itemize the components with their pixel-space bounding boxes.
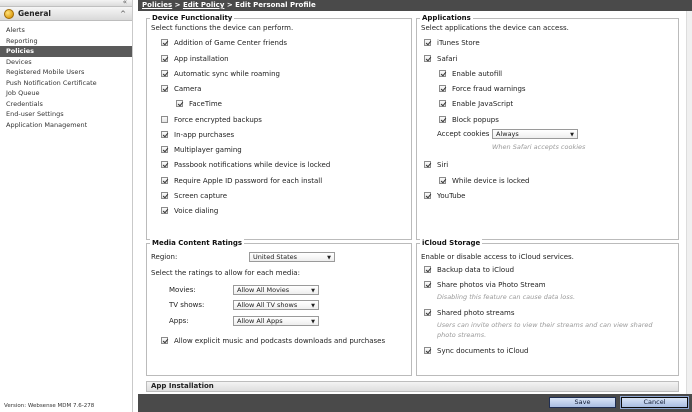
checkbox-label: Sync documents to iCloud — [437, 346, 529, 355]
checkbox-label: Shared photo streams — [437, 308, 515, 317]
device-functionality-title: Device Functionality — [152, 14, 233, 22]
checkbox-row-multiplayer-gaming[interactable] — [161, 145, 242, 154]
ratings-instructions: Select the ratings to allow for each media: — [151, 269, 300, 277]
checkbox-label: In-app purchases — [174, 130, 235, 139]
checkbox[interactable] — [424, 192, 431, 199]
checkbox-row-force-encrypted-backups[interactable] — [161, 115, 262, 124]
checkbox[interactable] — [424, 161, 431, 168]
checkbox-label: iTunes Store — [437, 38, 480, 47]
sidebar-item-job-queue[interactable]: Job Queue — [6, 89, 40, 97]
apps-rating-select[interactable] — [233, 316, 319, 326]
cancel-button[interactable]: Cancel — [621, 397, 688, 408]
checkbox[interactable] — [161, 131, 168, 138]
checkbox-row-screen-capture[interactable] — [161, 191, 227, 200]
sidebar-item-reporting[interactable]: Reporting — [6, 36, 38, 45]
breadcrumb-separator: > — [224, 1, 236, 9]
chevron-down-icon: ▼ — [327, 255, 331, 261]
photo-stream-hint: Disabling this feature can cause data loss. — [437, 293, 576, 301]
media-ratings-panel — [146, 239, 412, 376]
breadcrumb-edit-policy-link[interactable]: Edit Policy — [182, 1, 225, 9]
checkbox[interactable] — [439, 70, 446, 77]
sidebar-section-title: General — [18, 9, 51, 18]
checkbox-label: App installation — [174, 54, 229, 63]
checkbox-row-siri[interactable] — [424, 160, 448, 169]
checkbox-label: Passbook notifications while device is locked — [174, 160, 331, 169]
breadcrumb — [138, 0, 692, 11]
sidebar-item-credentials[interactable]: Credentials — [6, 99, 43, 108]
checkbox-row-enable-autofill[interactable] — [439, 69, 502, 78]
checkbox-label: Safari — [437, 54, 458, 63]
tv-shows-label: TV shows: — [169, 301, 205, 309]
checkbox-label: Multiplayer gaming — [174, 145, 242, 154]
checkbox[interactable] — [161, 177, 168, 184]
checkbox[interactable] — [424, 309, 431, 316]
save-button[interactable]: Save — [549, 397, 616, 408]
chevron-down-icon: ▼ — [311, 288, 315, 294]
sidebar-item-policies[interactable]: Policies — [0, 46, 132, 57]
app-installation-section-header[interactable]: App Installation — [146, 381, 679, 392]
checkbox[interactable] — [161, 39, 168, 46]
checkbox-label: Camera — [174, 84, 202, 93]
checkbox-label: Enable JavaScript — [452, 99, 514, 108]
sidebar-item-push-notification-certificate[interactable]: Push Notification Certificate — [6, 78, 97, 87]
checkbox-row-safari[interactable] — [424, 54, 457, 63]
checkbox[interactable] — [439, 177, 446, 184]
checkbox-row-explicit-content[interactable] — [161, 336, 385, 345]
checkbox[interactable] — [424, 55, 431, 62]
chevron-down-icon: ▼ — [311, 303, 315, 309]
checkbox[interactable] — [439, 116, 446, 123]
checkbox-row-facetime[interactable] — [176, 99, 222, 108]
checkbox-row-camera[interactable] — [161, 84, 201, 93]
checkbox-label: YouTube — [437, 191, 466, 200]
sidebar-item-registered-mobile-users[interactable]: Registered Mobile Users — [6, 68, 85, 76]
checkbox[interactable] — [161, 207, 168, 214]
chevron-up-icon[interactable]: ^ — [120, 10, 126, 18]
chevron-down-icon: ▼ — [570, 132, 574, 138]
applications-description: Select applications the device can access. — [421, 24, 569, 32]
select-value: Always — [496, 130, 519, 138]
checkbox[interactable] — [176, 100, 183, 107]
sidebar-item-end-user-settings[interactable]: End-user Settings — [6, 110, 64, 118]
checkbox[interactable] — [424, 281, 431, 288]
checkbox[interactable] — [424, 347, 431, 354]
checkbox-row-backup-icloud[interactable] — [424, 265, 514, 274]
checkbox-row-require-apple-id[interactable] — [161, 176, 322, 185]
accept-cookies-select[interactable] — [492, 129, 578, 139]
checkbox-row-force-fraud-warnings[interactable] — [439, 84, 526, 93]
checkbox-label: Siri — [437, 160, 449, 169]
chevron-down-icon: ▼ — [311, 319, 315, 325]
sidebar-nav — [0, 25, 132, 130]
checkbox-label: Screen capture — [174, 191, 228, 200]
checkbox-row-game-center[interactable] — [161, 38, 287, 47]
select-value: Allow All TV shows — [237, 301, 298, 309]
checkbox[interactable] — [161, 85, 168, 92]
action-bar — [138, 394, 692, 412]
checkbox-row-shared-photo-streams[interactable] — [424, 308, 514, 317]
checkbox-row-voice-dialing[interactable] — [161, 206, 218, 215]
checkbox-row-itunes-store[interactable] — [424, 38, 480, 47]
sidebar-item-devices[interactable]: Devices — [6, 57, 32, 66]
checkbox-row-in-app-purchases[interactable] — [161, 130, 234, 139]
main-content — [138, 11, 686, 394]
checkbox-label: Share photos via Photo Stream — [437, 280, 546, 289]
region-label: Region: — [151, 253, 178, 261]
cookies-hint: When Safari accepts cookies — [492, 143, 586, 151]
checkbox[interactable] — [161, 161, 168, 168]
media-ratings-title: Media Content Ratings — [152, 239, 243, 247]
checkbox-label: FaceTime — [189, 99, 222, 108]
checkbox[interactable] — [161, 146, 168, 153]
movies-label: Movies: — [169, 286, 196, 294]
checkbox-label: Backup data to iCloud — [437, 265, 515, 274]
checkbox-label: While device is locked — [452, 176, 530, 185]
checkbox-label: Automatic sync while roaming — [174, 69, 280, 78]
region-select[interactable] — [249, 252, 335, 262]
apps-label: Apps: — [169, 317, 189, 325]
checkbox-label: Force encrypted backups — [174, 115, 262, 124]
checkbox-row-app-installation[interactable] — [161, 54, 229, 63]
checkbox[interactable] — [424, 266, 431, 273]
breadcrumb-policies-link[interactable]: Policies — [142, 1, 173, 9]
icloud-description: Enable or disable access to iCloud services. — [421, 253, 574, 261]
device-functionality-panel — [146, 14, 412, 240]
checkbox-row-siri-while-locked[interactable] — [439, 176, 529, 185]
applications-title: Applications — [422, 14, 471, 22]
icloud-storage-title: iCloud Storage — [422, 239, 481, 247]
icloud-storage-panel — [416, 239, 679, 376]
version-label: Version: Websense MDM 7.6-278 — [4, 403, 95, 409]
checkbox[interactable] — [439, 85, 446, 92]
breadcrumb-separator: > — [172, 1, 183, 9]
checkbox[interactable] — [424, 39, 431, 46]
sidebar-item-alerts[interactable]: Alerts — [6, 26, 25, 34]
checkbox-label: Voice dialing — [174, 206, 219, 215]
checkbox[interactable] — [439, 100, 446, 107]
vertical-scrollbar[interactable] — [686, 11, 692, 394]
checkbox-label: Force fraud warnings — [452, 84, 526, 93]
general-icon — [4, 9, 14, 19]
checkbox-row-sync-documents[interactable] — [424, 346, 528, 355]
applications-panel — [416, 14, 679, 240]
page-title: Edit Personal Profile — [235, 1, 316, 9]
select-value: Allow All Movies — [237, 286, 290, 294]
checkbox-row-block-popups[interactable] — [439, 115, 499, 124]
shared-streams-hint-continued: photo streams. — [437, 331, 487, 339]
select-value: United States — [253, 253, 298, 261]
shared-streams-hint: Users can invite others to view their streams and can view shared — [437, 321, 653, 329]
checkbox[interactable] — [161, 192, 168, 199]
checkbox-label: Require Apple ID password for each install — [174, 176, 323, 185]
checkbox-row-enable-javascript[interactable] — [439, 99, 513, 108]
checkbox-label: Enable autofill — [452, 69, 503, 78]
checkbox[interactable] — [161, 337, 168, 344]
checkbox-row-passbook-notifications[interactable] — [161, 160, 330, 169]
checkbox-label: Block popups — [452, 115, 499, 124]
checkbox[interactable] — [161, 55, 168, 62]
sidebar — [0, 0, 133, 412]
sidebar-collapse-strip[interactable] — [0, 0, 132, 7]
movies-rating-select[interactable] — [233, 285, 319, 295]
checkbox[interactable] — [161, 70, 168, 77]
select-value: Allow All Apps — [237, 317, 283, 325]
checkbox[interactable] — [161, 116, 168, 123]
checkbox-row-auto-sync-roaming[interactable] — [161, 69, 280, 78]
accept-cookies-label: Accept cookies — [437, 130, 490, 138]
checkbox-label: Allow explicit music and podcasts downloads and purchases — [174, 336, 386, 345]
sidebar-item-application-management[interactable]: Application Management — [6, 120, 88, 129]
checkbox-label: Addition of Game Center friends — [174, 38, 288, 47]
sidebar-section-general[interactable] — [0, 7, 132, 21]
checkbox-row-photo-stream[interactable] — [424, 280, 546, 289]
device-functionality-description: Select functions the device can perform. — [151, 24, 294, 32]
checkbox-row-youtube[interactable] — [424, 191, 465, 200]
collapse-icon[interactable]: « — [122, 0, 127, 6]
tv-rating-select[interactable] — [233, 300, 319, 310]
